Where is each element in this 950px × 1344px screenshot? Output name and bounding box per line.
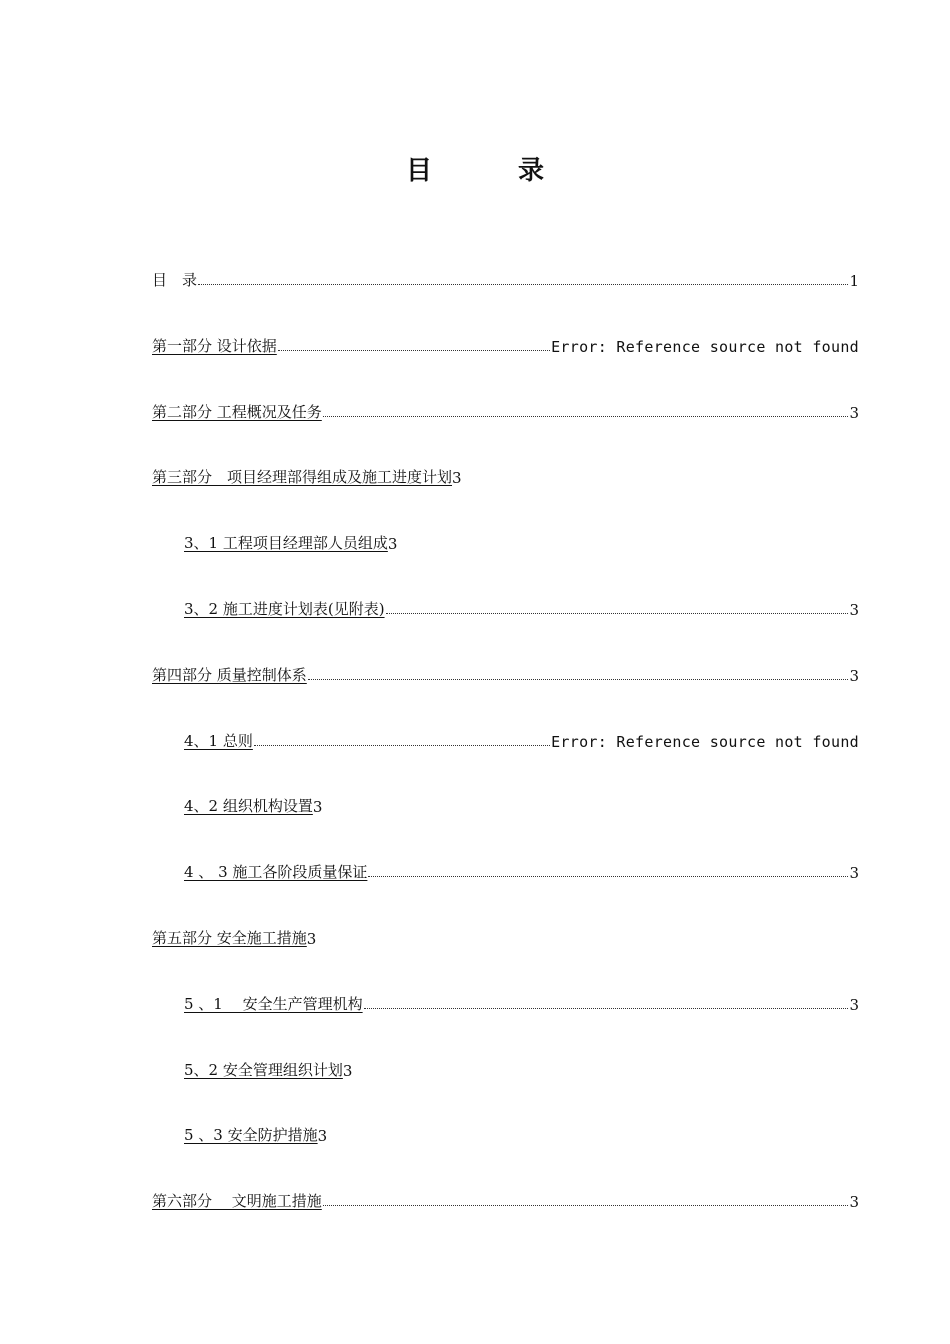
toc-entry[interactable] — [184, 788, 859, 816]
toc-entry[interactable] — [184, 1117, 859, 1145]
toc-entry[interactable] — [152, 657, 859, 685]
dot-leader — [323, 1204, 849, 1206]
toc-entry[interactable] — [184, 986, 859, 1014]
toc-entry[interactable] — [152, 459, 859, 487]
toc-entry-label[interactable]: 第二部分 工程概况及任务 — [152, 403, 322, 421]
toc-entry[interactable] — [184, 854, 859, 882]
toc-entry-label[interactable]: 5 、3 安全防护措施 — [184, 1126, 318, 1144]
toc-page-number: 1 — [849, 272, 859, 290]
toc-entry-label[interactable]: 第三部分 项目经理部得组成及施工进度计划 — [152, 468, 453, 486]
dot-leader — [198, 283, 848, 285]
toc-page-number: 3 — [849, 667, 859, 685]
toc-entry-label[interactable]: 第一部分 设计依据 — [152, 337, 277, 355]
toc-entry-label[interactable]: 3、2 施工进度计划表(见附表) — [184, 600, 385, 618]
dot-leader — [254, 744, 550, 746]
toc-entry[interactable] — [184, 525, 859, 553]
toc-entry[interactable] — [152, 394, 859, 422]
toc-page-number: 3 — [849, 996, 859, 1014]
toc-page-number: 3 — [849, 1193, 859, 1211]
toc-entry-label[interactable]: 4、2 组织机构设置 — [184, 797, 313, 815]
toc-entry-label[interactable]: 5 、1 安全生产管理机构 — [184, 995, 363, 1013]
toc-page-number: 3 — [317, 1127, 328, 1145]
toc-entry-label[interactable]: 目 录 — [152, 271, 198, 289]
toc-page-number: 3 — [387, 535, 398, 553]
toc-entry[interactable] — [152, 1183, 859, 1211]
toc-page-number: 3 — [849, 404, 859, 422]
page-title: 目 录 — [405, 156, 574, 186]
toc-entry-label[interactable]: 4 、 3 施工各阶段质量保证 — [184, 863, 368, 881]
toc-entry[interactable] — [184, 591, 859, 619]
dot-leader — [364, 1007, 849, 1009]
toc-entry[interactable] — [184, 1052, 859, 1080]
toc-entry-label[interactable]: 第五部分 安全施工措施 — [152, 929, 307, 947]
toc-entry-label[interactable]: 第六部分 文明施工措施 — [152, 1192, 322, 1210]
dot-leader — [386, 612, 849, 614]
dot-leader — [323, 415, 849, 417]
toc-page-number: Error: Reference source not found — [551, 733, 859, 751]
toc-entry[interactable] — [152, 328, 859, 356]
toc-page-number: 3 — [849, 601, 859, 619]
toc-page-number: 3 — [312, 798, 323, 816]
toc-entry[interactable] — [152, 920, 859, 948]
toc-page-number: 3 — [452, 469, 462, 487]
toc-entry-label[interactable]: 4、1 总则 — [184, 732, 253, 750]
dot-leader — [278, 349, 550, 351]
toc-entry-label[interactable]: 3、1 工程项目经理部人员组成 — [184, 534, 388, 552]
toc-page-number: Error: Reference source not found — [551, 338, 859, 356]
toc-entry[interactable] — [184, 723, 859, 751]
toc-entry[interactable] — [152, 262, 859, 290]
toc-page-number: 3 — [306, 930, 317, 948]
toc-page-number: 3 — [849, 864, 859, 882]
dot-leader — [308, 678, 849, 680]
toc-page-number: 3 — [342, 1062, 353, 1080]
toc-entry-label[interactable]: 第四部分 质量控制体系 — [152, 666, 307, 684]
toc-entry-label[interactable]: 5、2 安全管理组织计划 — [184, 1061, 343, 1079]
dot-leader — [368, 875, 848, 877]
